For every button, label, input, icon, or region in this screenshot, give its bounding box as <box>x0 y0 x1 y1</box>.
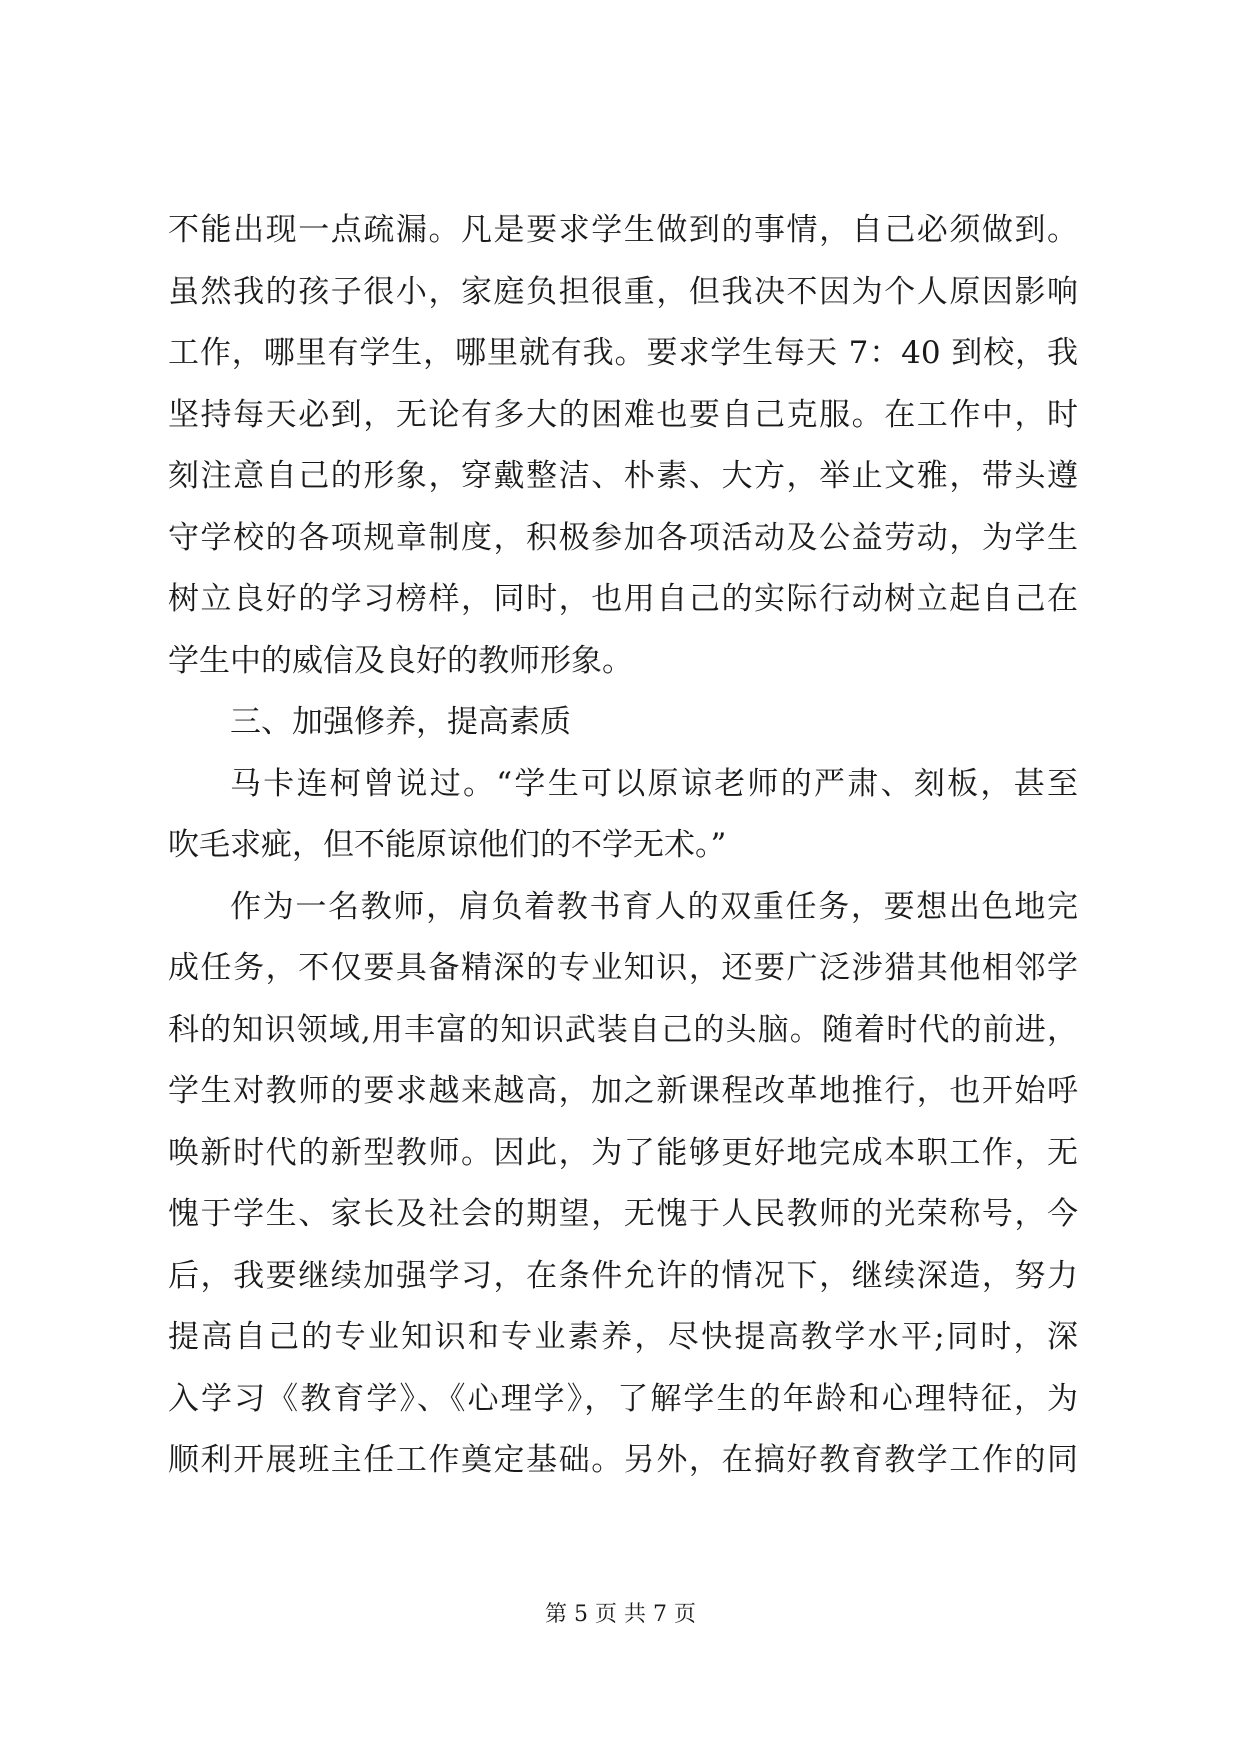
text-line: 吹毛求疵，但不能原谅他们的不学无术。” <box>168 827 727 863</box>
text-line: 工作，哪里有学生，哪里就有我。要求学生每天 7：40 到校，我 <box>168 335 1078 371</box>
text-line: 后，我要继续加强学习，在条件允许的情况下，继续深造，努力 <box>168 1257 1078 1294</box>
text-line: 学生对教师的要求越来越高，加之新课程改革地推行，也开始呼 <box>168 1073 1078 1109</box>
text-line: 科的知识领域,用丰富的知识武装自己的头脑。随着时代的前进， <box>168 1011 1078 1048</box>
text-line: 刻注意自己的形象，穿戴整洁、朴素、大方，举止文雅，带头遵 <box>168 458 1078 494</box>
page-footer: 第 5 页 共 7 页 <box>545 1602 696 1627</box>
text-line: 作为一名教师，肩负着教书育人的双重任务，要想出色地完 <box>230 888 1078 925</box>
text-line: 树立良好的学习榜样，同时，也用自己的实际行动树立起自己在 <box>168 581 1078 617</box>
text-line: 守学校的各项规章制度，积极参加各项活动及公益劳动，为学生 <box>168 519 1078 556</box>
text-line: 愧于学生、家长及社会的期望，无愧于人民教师的光荣称号，今 <box>168 1196 1078 1232</box>
text-line: 成任务，不仅要具备精深的专业知识，还要广泛涉猎其他相邻学 <box>168 950 1078 986</box>
text-line: 唤新时代的新型教师。因此，为了能够更好地完成本职工作，无 <box>168 1134 1078 1171</box>
text-line: 不能出现一点疏漏。凡是要求学生做到的事情，自己必须做到。 <box>168 212 1078 248</box>
text-line: 顺利开展班主任工作奠定基础。另外，在搞好教育教学工作的同 <box>168 1442 1078 1478</box>
body-text <box>168 200 1078 1492</box>
text-line: 入学习《教育学》、《心理学》，了解学生的年龄和心理特征，为 <box>168 1380 1078 1417</box>
text-line: 三、加强修养，提高素质 <box>230 704 571 740</box>
text-line: 学生中的威信及良好的教师形象。 <box>168 642 633 679</box>
text-line: 马卡连柯曾说过。“学生可以原谅老师的严肃、刻板，甚至 <box>230 765 1078 802</box>
text-line: 坚持每天必到，无论有多大的困难也要自己克服。在工作中，时 <box>168 396 1078 433</box>
text-line: 提高自己的专业知识和专业素养，尽快提高教学水平;同时，深 <box>168 1319 1078 1355</box>
text-line: 虽然我的孩子很小，家庭负担很重，但我决不因为个人原因影响 <box>168 273 1078 310</box>
